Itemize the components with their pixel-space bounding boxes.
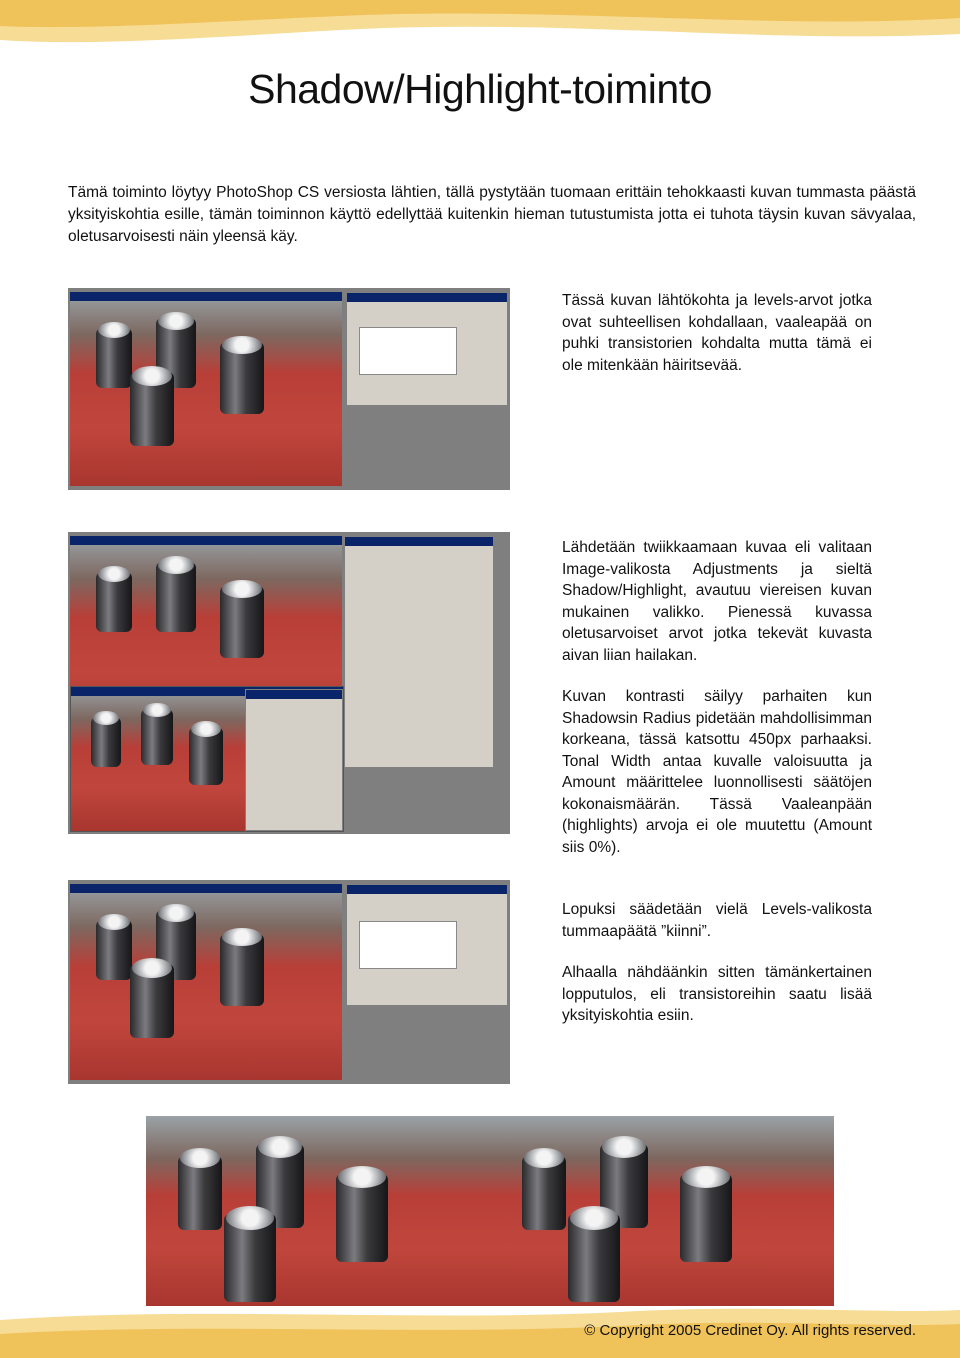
- photo-result-after: [490, 1116, 834, 1306]
- screenshot-shadow-highlight: [68, 532, 510, 834]
- photo-result-before: [146, 1116, 490, 1306]
- section-text-2: Lähdetään twiikkaamaan kuvaa eli valitaan Image-valikosta Adjustments ja sieltä Shadow/Highlight, avautuu viereisen kuvan mukainen valikko. Pienessä kuvassa oletusarvoiset arvot jotka tekevät kuvasta aivan liian hailakan.: [562, 539, 872, 664]
- levels-dialog: [346, 292, 508, 406]
- page-title: Shadow/Highlight-toiminto: [248, 66, 712, 112]
- screenshot-levels-original: [68, 288, 510, 490]
- photo-capacitors: [70, 292, 342, 486]
- screenshot-levels-adjusted: [68, 880, 510, 1084]
- shadow-highlight-dialog: [344, 536, 494, 768]
- levels-dialog: [346, 884, 508, 1006]
- copyright-footer: © Copyright 2005 Credinet Oy. All rights reserved.: [584, 1322, 916, 1339]
- header-band: [0, 0, 960, 52]
- intro-paragraph: Tämä toiminto löytyy PhotoShop CS versiosta lähtien, tällä pystytään tuomaan erittäin tehokkaasti kuvan tummasta päästä yksityiskohtia esille, tämän toiminnon käyttö edellyttää kuitenkin hieman tutustumista jotta ei tuhota täysin kuvan sävyalaa, oletusarvoisesti näin yleensä käy.: [68, 184, 916, 245]
- photo-capacitors: [70, 884, 342, 1080]
- section-text-1: Tässä kuvan lähtökohta ja levels-arvot jotka ovat suhteellisen kohdallaan, vaaleapää on puhki transistorien kohdalta mutta tämä ei ole mitenkään häiritsevää.: [562, 292, 872, 374]
- section-text-3: Kuvan kontrasti säilyy parhaiten kun Shadowsin Radius pidetään mahdollisimman korkeana, tässä katsottu 450px parhaaksi. Tonal Width antaa kuvalle valoisuutta ja Amount määrittelee luonnollisesti säätöjen kokonaismäärän. Tässä Vaaleanpään (highlights) arvoja ei ole muutettu (Amount siis 0%).: [562, 688, 872, 856]
- section-text-5: Alhaalla nähdäänkin sitten tämänkertainen lopputulos, eli transistoreihin saatu lisää yksityiskohtia esiin.: [562, 964, 872, 1024]
- section-text-4: Lopuksi säädetään vielä Levels-valikosta tummaapäätä ”kiinni”.: [562, 901, 872, 940]
- photo-capacitors-small: [70, 686, 344, 832]
